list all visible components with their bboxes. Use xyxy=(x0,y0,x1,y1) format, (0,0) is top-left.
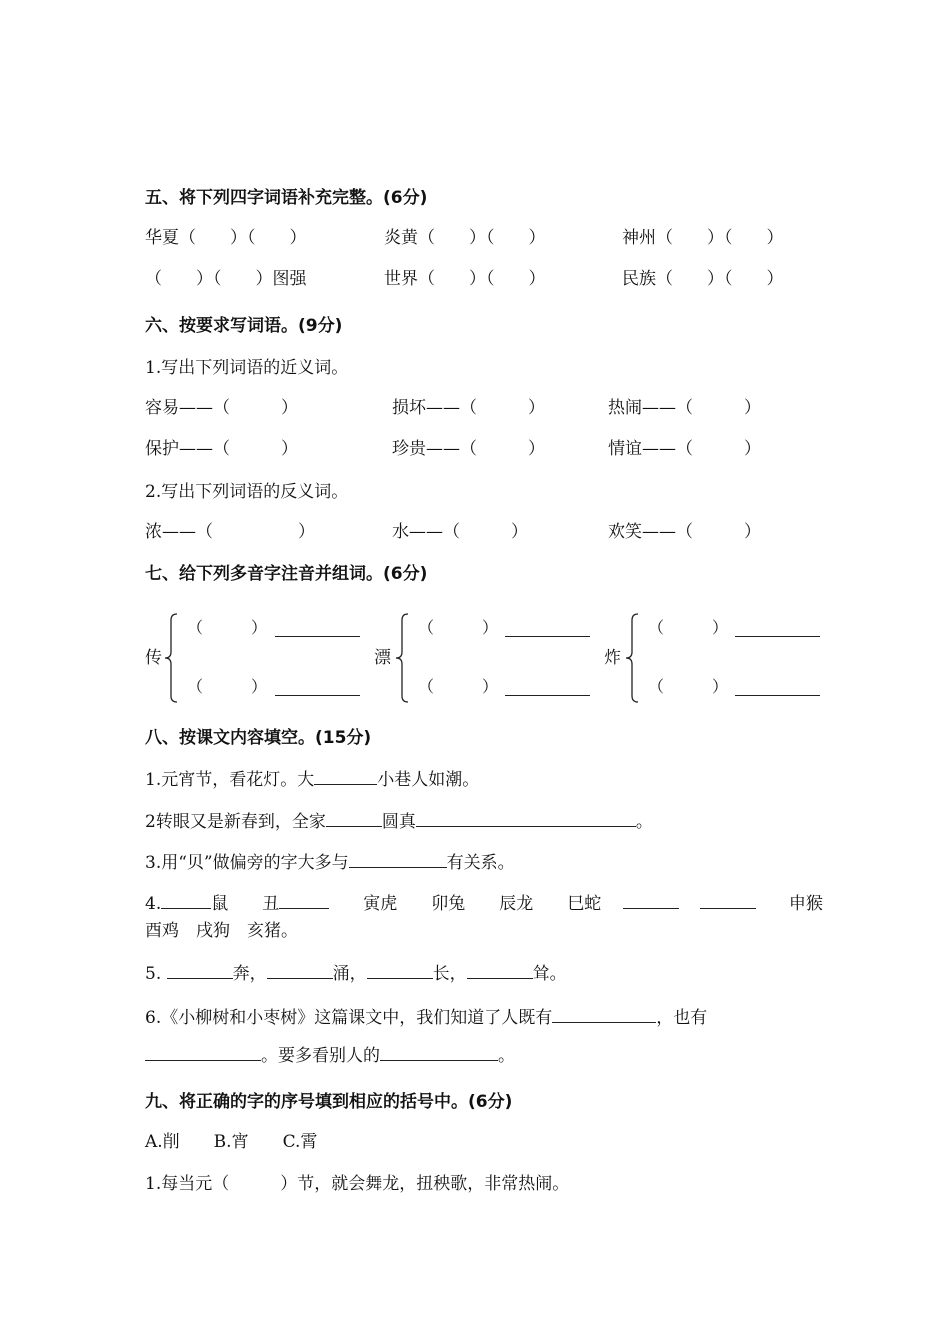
polyphone-word-blank-2 xyxy=(735,678,820,696)
s8-l3-text-a: 3.用“贝”做偏旁的字大多与 xyxy=(145,853,349,873)
s8-l3-blank xyxy=(349,850,447,868)
s8-l2-blank-2 xyxy=(416,809,636,827)
s6-syn-5: 珍贵——（ ） xyxy=(392,439,545,459)
polyphone-group-1 xyxy=(145,612,375,704)
polyphone-word-blank-1 xyxy=(275,619,360,637)
s8-l5-blank-1 xyxy=(167,961,233,979)
s6-ant-2: 水——（ ） xyxy=(392,522,528,542)
s8-l5-text-a: 5. xyxy=(145,964,167,984)
s8-l6-text-a: 6.《小柳树和小枣树》这篇课文中，我们知道了人既有 xyxy=(145,1008,553,1028)
polyphone-pinyin-1: （ ） xyxy=(418,618,499,637)
s8-l3-text-b: 有关系。 xyxy=(446,853,515,873)
s8-line-2 xyxy=(145,809,653,834)
s9-options: A.削 B.宵 C.霄 xyxy=(145,1132,318,1152)
brace-icon xyxy=(394,612,410,704)
s8-line-4 xyxy=(145,891,823,916)
s8-l2-text-c: 。 xyxy=(635,812,653,832)
s8-l5-text-b: 奔， xyxy=(232,964,267,984)
s8-l6-blank-1 xyxy=(552,1005,656,1023)
s8-l1-text-a: 1.元宵节，看花灯。大 xyxy=(145,770,315,790)
s5-row2-item-1: （ ）（ ）图强 xyxy=(145,269,307,289)
section-8-title: 八、按课文内容填空。(15分) xyxy=(145,728,372,748)
s8-l2-text-a: 2转眼又是新春到，全家 xyxy=(145,812,326,832)
s8-l5-blank-2 xyxy=(267,961,333,979)
polyphone-word-blank-2 xyxy=(275,678,360,696)
s8-l4-blank-2 xyxy=(279,891,329,909)
s6-syn-1: 容易——（ ） xyxy=(145,398,298,418)
s8-l4-blank-3 xyxy=(623,891,679,909)
s8-l6b-text-a: 。要多看别人的 xyxy=(261,1046,380,1066)
polyphone-pinyin-2: （ ） xyxy=(648,677,729,696)
s6-syn-2: 损坏——（ ） xyxy=(392,398,545,418)
s6-q1: 1.写出下列词语的近义词。 xyxy=(145,358,349,378)
s8-l4-text-c: 寅虎 卯兔 辰龙 巳蛇 xyxy=(329,894,602,914)
brace-icon xyxy=(163,612,179,704)
polyphone-pinyin-2: （ ） xyxy=(187,677,268,696)
s8-line-4-cont: 酉鸡 戌狗 亥猪。 xyxy=(145,921,298,941)
polyphone-pinyin-2: （ ） xyxy=(418,677,499,696)
section-9-title: 九、将正确的字的序号填到相应的括号中。(6分) xyxy=(145,1092,513,1112)
s8-l4-blank-4 xyxy=(700,891,756,909)
polyphone-char: 炸 xyxy=(604,648,621,668)
section-6-title: 六、按要求写词语。(9分) xyxy=(145,316,343,336)
s8-l5-text-e: 耸。 xyxy=(532,964,567,984)
s8-l5-text-d: 长， xyxy=(432,964,467,984)
polyphone-word-blank-2 xyxy=(505,678,590,696)
s6-ant-1: 浓——（ ） xyxy=(145,522,315,542)
s6-ant-3: 欢笑——（ ） xyxy=(608,522,761,542)
s8-line-6 xyxy=(145,1005,707,1030)
s5-row1-item-3: 神州（ ）（ ） xyxy=(622,228,784,248)
s8-line-6-cont xyxy=(145,1043,515,1068)
s5-row2-item-3: 民族（ ）（ ） xyxy=(622,269,784,289)
polyphone-char: 漂 xyxy=(374,648,391,668)
s8-l5-text-c: 涌， xyxy=(332,964,367,984)
s8-l1-text-b: 小巷人如潮。 xyxy=(377,770,480,790)
s5-row1-item-1: 华夏（ ）（ ） xyxy=(145,228,307,248)
polyphone-pinyin-1: （ ） xyxy=(187,618,268,637)
s8-l6-blank-2 xyxy=(145,1043,261,1061)
s8-l5-blank-3 xyxy=(367,961,433,979)
section-5-title: 五、将下列四字词语补充完整。(6分) xyxy=(145,188,428,208)
s8-l2-text-b: 圆真 xyxy=(381,812,416,832)
s9-q1: 1.每当元（ ）节，就会舞龙，扭秧歌，非常热闹。 xyxy=(145,1174,570,1194)
s8-l5-blank-4 xyxy=(467,961,533,979)
s8-l4-text-a: 4. xyxy=(145,894,162,914)
polyphone-char: 传 xyxy=(145,648,162,668)
s6-syn-3: 热闹——（ ） xyxy=(608,398,761,418)
s8-l1-blank xyxy=(314,767,377,785)
s6-syn-6: 情谊——（ ） xyxy=(608,439,761,459)
s8-line-1 xyxy=(145,767,479,792)
brace-icon xyxy=(624,612,640,704)
polyphone-group-3 xyxy=(604,612,834,704)
section-7-title: 七、给下列多音字注音并组词。(6分) xyxy=(145,564,428,584)
s5-row1-item-2: 炎黄（ ）（ ） xyxy=(384,228,546,248)
s8-l4-text-b: 鼠 丑 xyxy=(211,894,280,914)
s5-row2-item-2: 世界（ ）（ ） xyxy=(384,269,546,289)
s8-l4-blank-1 xyxy=(161,891,211,909)
s8-l2-blank-1 xyxy=(326,809,382,827)
s6-syn-4: 保护——（ ） xyxy=(145,439,298,459)
polyphone-group-2 xyxy=(374,612,604,704)
s8-line-5 xyxy=(145,961,567,986)
polyphone-pinyin-1: （ ） xyxy=(648,618,729,637)
s6-q2: 2.写出下列词语的反义词。 xyxy=(145,482,349,502)
s8-l4-text-d: 申猴 xyxy=(788,894,823,914)
s8-line-3 xyxy=(145,850,515,875)
s8-l6b-text-b: 。 xyxy=(498,1046,515,1066)
polyphone-word-blank-1 xyxy=(505,619,590,637)
s8-l6-blank-3 xyxy=(380,1043,498,1061)
polyphone-word-blank-1 xyxy=(735,619,820,637)
s8-l6-text-b: ，也有 xyxy=(656,1008,708,1028)
